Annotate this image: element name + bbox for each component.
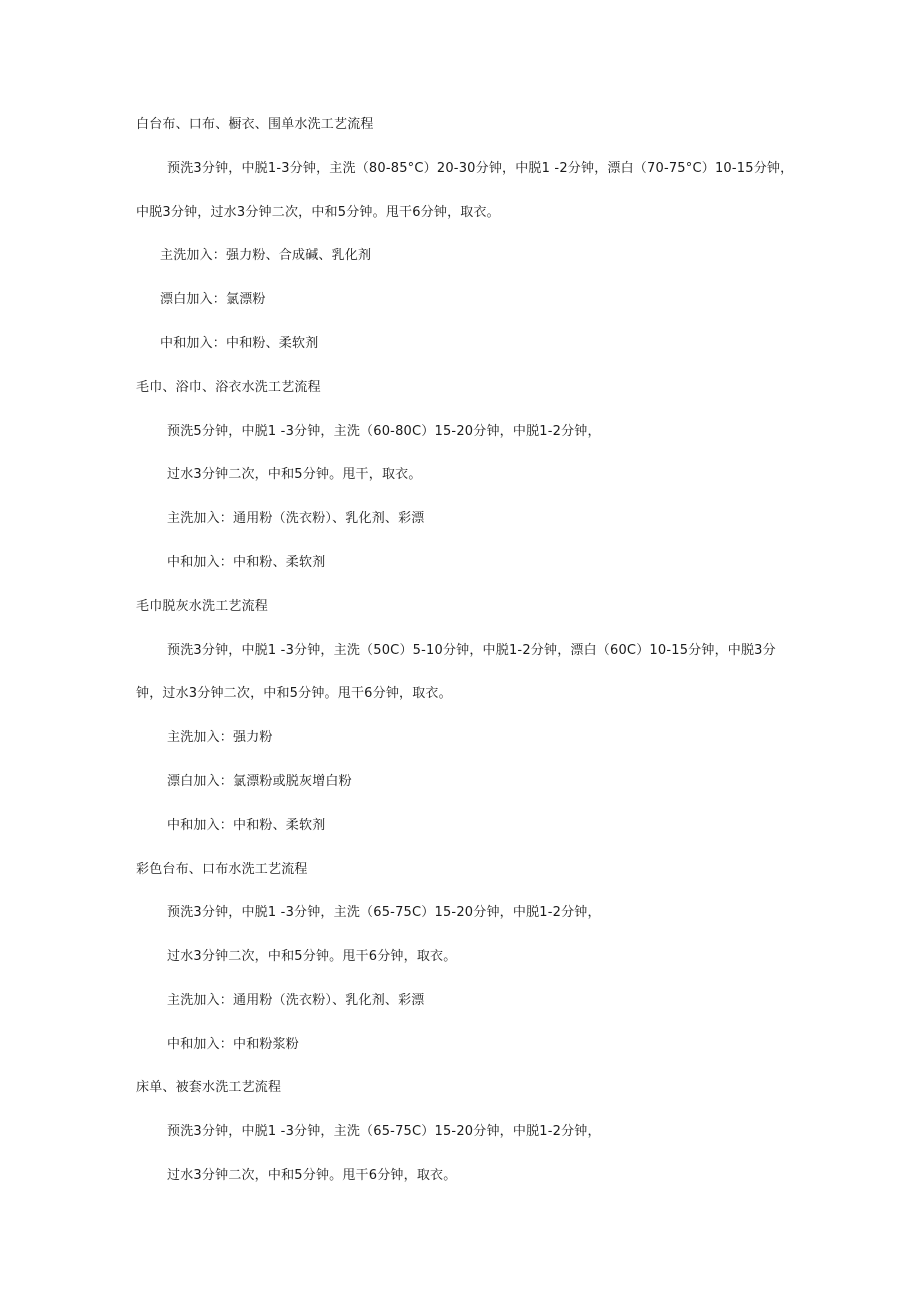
neutralize-additives: 中和加入：中和粉浆粉: [167, 1037, 300, 1052]
main-wash-additives: 主洗加入：通用粉（洗衣粉）、乳化剂、彩漂: [167, 511, 425, 526]
process-text: 预洗3分钟，中脱1 -3分钟，主洗（50C）5-10分钟，中脱1-2分钟，漂白（60C）10-15分钟，中脱3分: [167, 643, 776, 658]
process-text: 预洗3分钟，中脱1 -3分钟，主洗（65-75C）15-20分钟，中脱1-2分钟，: [167, 1124, 601, 1139]
neutralize-additives: 中和加入：中和粉、柔软剂: [160, 336, 319, 351]
section-title: 白台布、口布、橱衣、围单水洗工艺流程: [136, 117, 374, 132]
bleach-additives: 漂白加入：氯漂粉: [160, 292, 266, 307]
process-text: 中脱3分钟，过水3分钟二次，中和5分钟。甩干6分钟，取衣。: [136, 205, 500, 220]
bleach-additives: 漂白加入：氯漂粉或脱灰增白粉: [167, 774, 352, 789]
main-wash-additives: 主洗加入：通用粉（洗衣粉）、乳化剂、彩漂: [167, 993, 425, 1008]
section-title: 彩色台布、口布水洗工艺流程: [136, 862, 308, 877]
process-text: 预洗5分钟，中脱1 -3分钟，主洗（60-80C）15-20分钟，中脱1-2分钟，: [167, 424, 601, 439]
process-text: 过水3分钟二次，中和5分钟。甩干，取衣。: [167, 467, 422, 482]
section-title: 床单、被套水洗工艺流程: [136, 1080, 282, 1095]
process-text: 过水3分钟二次，中和5分钟。甩干6分钟，取衣。: [167, 949, 457, 964]
main-wash-additives: 主洗加入：强力粉、合成碱、乳化剂: [160, 248, 372, 263]
process-text: 预洗3分钟，中脱1-3分钟，主洗（80-85°C）20-30分钟，中脱1 -2分钟，漂白（70-75°C）10-15分钟，: [167, 161, 794, 176]
process-text: 过水3分钟二次，中和5分钟。甩干6分钟，取衣。: [167, 1168, 457, 1183]
main-wash-additives: 主洗加入：强力粉: [167, 730, 273, 745]
section-title: 毛巾、浴巾、浴衣水洗工艺流程: [136, 380, 321, 395]
process-text: 预洗3分钟，中脱1 -3分钟，主洗（65-75C）15-20分钟，中脱1-2分钟，: [167, 905, 601, 920]
process-text: 钟，过水3分钟二次，中和5分钟。甩干6分钟，取衣。: [136, 686, 452, 701]
neutralize-additives: 中和加入：中和粉、柔软剂: [167, 555, 326, 570]
neutralize-additives: 中和加入：中和粉、柔软剂: [167, 818, 326, 833]
section-title: 毛巾脱灰水洗工艺流程: [136, 599, 269, 614]
